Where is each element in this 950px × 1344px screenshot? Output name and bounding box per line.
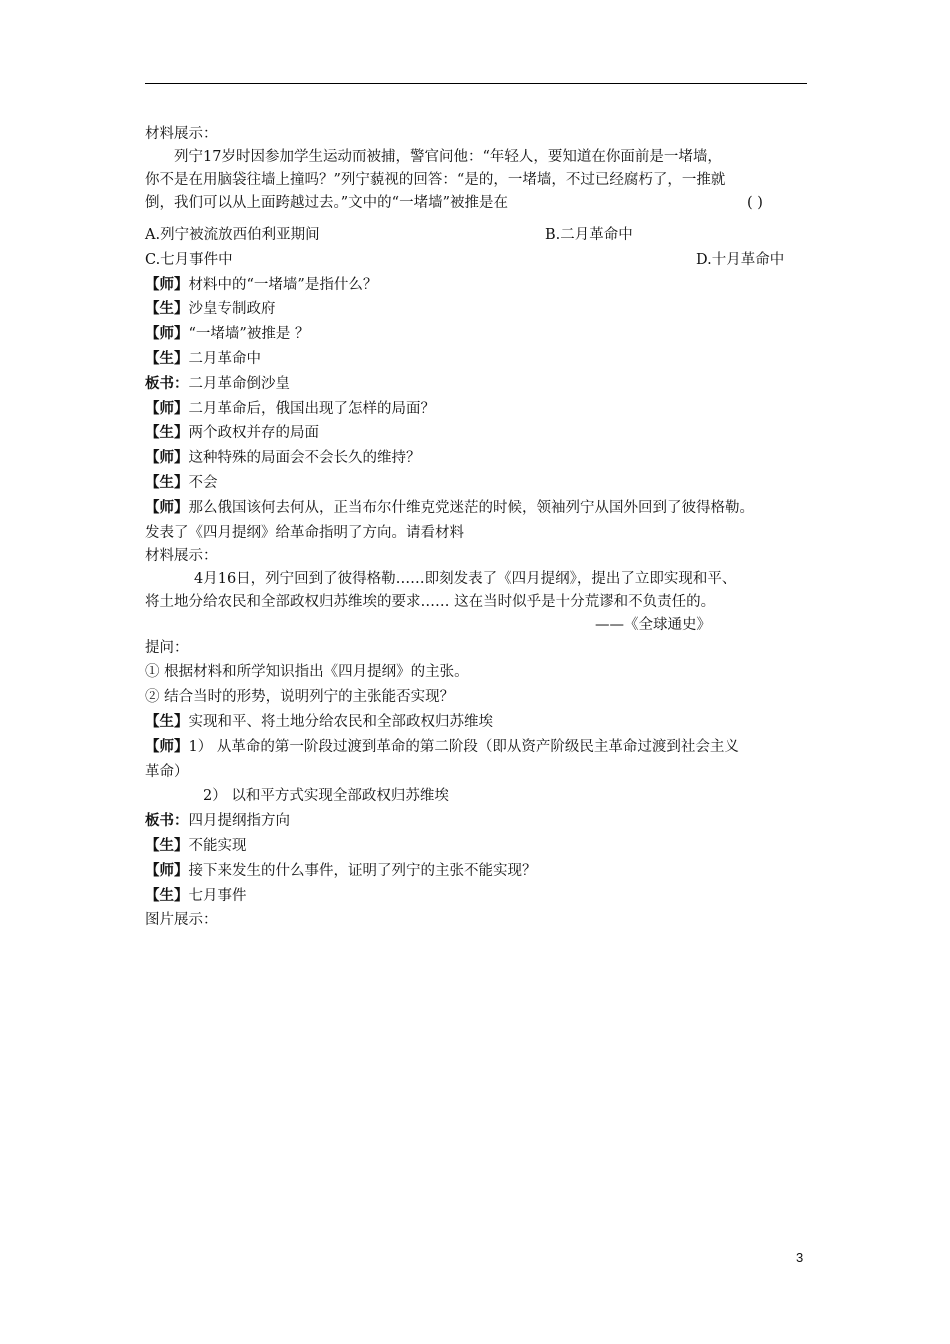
dialog-line-continued: 发表了《四月提纲》给革命指明了方向。请看材料 (145, 524, 464, 541)
material-paragraph-line: 你不是在用脑袋往墙上撞吗？”列宁藐视的回答：“是的，一堵墙，不过已经腐朽了，一推就 (145, 172, 726, 188)
material-paragraph-line: 4月16日，列宁回到了彼得格勒……即刻发表了《四月提纲》，提出了立即实现和平、 (194, 571, 737, 588)
blackboard-line (145, 809, 817, 834)
dialog-text: 沙皇专制政府 (188, 301, 276, 318)
dialog-line (145, 446, 817, 471)
picture-label: 图片展示： (145, 912, 218, 929)
dialog-line (145, 859, 817, 884)
dialog-text: 这种特殊的局面会不会长久的维持？ (188, 450, 421, 467)
dialog-line (145, 297, 817, 322)
material-paragraph-line (145, 192, 817, 215)
question-label: 提问： (145, 640, 189, 657)
dialog-line-continued: 革命） (145, 763, 189, 780)
option-a: A.列宁被流放西伯利亚期间 (145, 227, 320, 243)
page-number: 3 (796, 1250, 804, 1265)
speaker-tag: 【生】 (145, 712, 189, 730)
dialog-line (145, 471, 817, 496)
dialog-line (145, 273, 817, 298)
speaker-tag: 【生】 (145, 473, 189, 491)
dialog-line (145, 322, 817, 347)
dialog-text: 接下来发生的什么事件，证明了列宁的主张不能实现？ (188, 862, 537, 879)
speaker-tag: 【师】 (145, 737, 189, 755)
material-label: 材料展示： (145, 548, 218, 565)
material-label: 材料展示： (145, 126, 218, 142)
question-item: ① 根据材料和所学知识指出《四月提纲》的主张。 (145, 664, 469, 681)
options-row-2 (145, 248, 817, 273)
option-b: B.二月革命中 (545, 227, 633, 243)
dialog-text: 1） 从革命的第一阶段过渡到革命的第二阶段（即从资产阶级民主革命过渡到社会主义 (188, 738, 739, 755)
dialog-line (145, 421, 817, 446)
question-stem: 倒，我们可以从上面跨越过去。”文中的“一堵墙”被推是在 (145, 195, 508, 211)
blackboard-text: 四月提纲指方向 (188, 813, 290, 830)
dialog-text: 材料中的“一堵墙”是指什么？ (188, 276, 378, 293)
speaker-tag: 【师】 (145, 498, 189, 516)
material-paragraph-line: 列宁17岁时因参加学生运动而被捕，警官问他：“年轻人，要知道在你面前是一堵墙， (174, 149, 722, 165)
speaker-tag: 【生】 (145, 349, 189, 367)
options-row-1 (145, 223, 817, 248)
speaker-tag: 【生】 (145, 300, 189, 318)
speaker-tag: 【师】 (145, 449, 189, 467)
dialog-text: 二月革命中 (188, 350, 261, 367)
blackboard-tag: 板书： (145, 374, 189, 392)
dialog-text: 不会 (188, 474, 218, 491)
blackboard-text: 二月革命倒沙皇 (188, 375, 290, 392)
speaker-tag: 【师】 (145, 325, 189, 343)
option-c: C.七月事件中 (145, 251, 233, 268)
dialog-text: “一堵墙”被推是 ？ (188, 326, 310, 343)
dialog-list-item: 2） 以和平方式实现全部政权归苏维埃 (203, 788, 449, 805)
source-citation: ——《全球通史》 (595, 617, 711, 634)
dialog-line (145, 834, 817, 859)
answer-bracket: ( ) (747, 195, 763, 211)
speaker-tag: 【师】 (145, 861, 189, 879)
dialog-line (145, 347, 817, 372)
dialog-line (145, 496, 817, 521)
dialog-line (145, 735, 817, 760)
header-rule (145, 83, 807, 84)
speaker-tag: 【生】 (145, 886, 189, 904)
option-d: D.十月革命中 (696, 251, 785, 268)
speaker-tag: 【生】 (145, 424, 189, 442)
dialog-text: 那么俄国该何去何从，正当布尔什维克党迷茫的时候，领袖列宁从国外回到了彼得格勒。 (188, 499, 754, 516)
speaker-tag: 【师】 (145, 399, 189, 417)
speaker-tag: 【师】 (145, 275, 189, 293)
dialog-text: 不能实现 (188, 837, 247, 854)
speaker-tag: 【生】 (145, 836, 189, 854)
question-item: ② 结合当时的形势，说明列宁的主张能否实现？ (145, 689, 455, 706)
document-body (145, 123, 817, 933)
blackboard-tag: 板书： (145, 812, 189, 830)
dialog-line (145, 884, 817, 909)
dialog-text: 实现和平、将土地分给农民和全部政权归苏维埃 (188, 713, 493, 730)
material-paragraph-line: 将土地分给农民和全部政权归苏维埃的要求…… 这在当时似乎是十分荒谬和不负责任的。 (145, 594, 716, 611)
material-source (145, 614, 817, 637)
dialog-text: 七月事件 (188, 887, 247, 904)
dialog-line (145, 397, 817, 422)
dialog-line (145, 710, 817, 735)
dialog-text: 二月革命后，俄国出现了怎样的局面？ (188, 400, 435, 417)
blackboard-line (145, 372, 817, 397)
dialog-text: 两个政权并存的局面 (188, 425, 319, 442)
